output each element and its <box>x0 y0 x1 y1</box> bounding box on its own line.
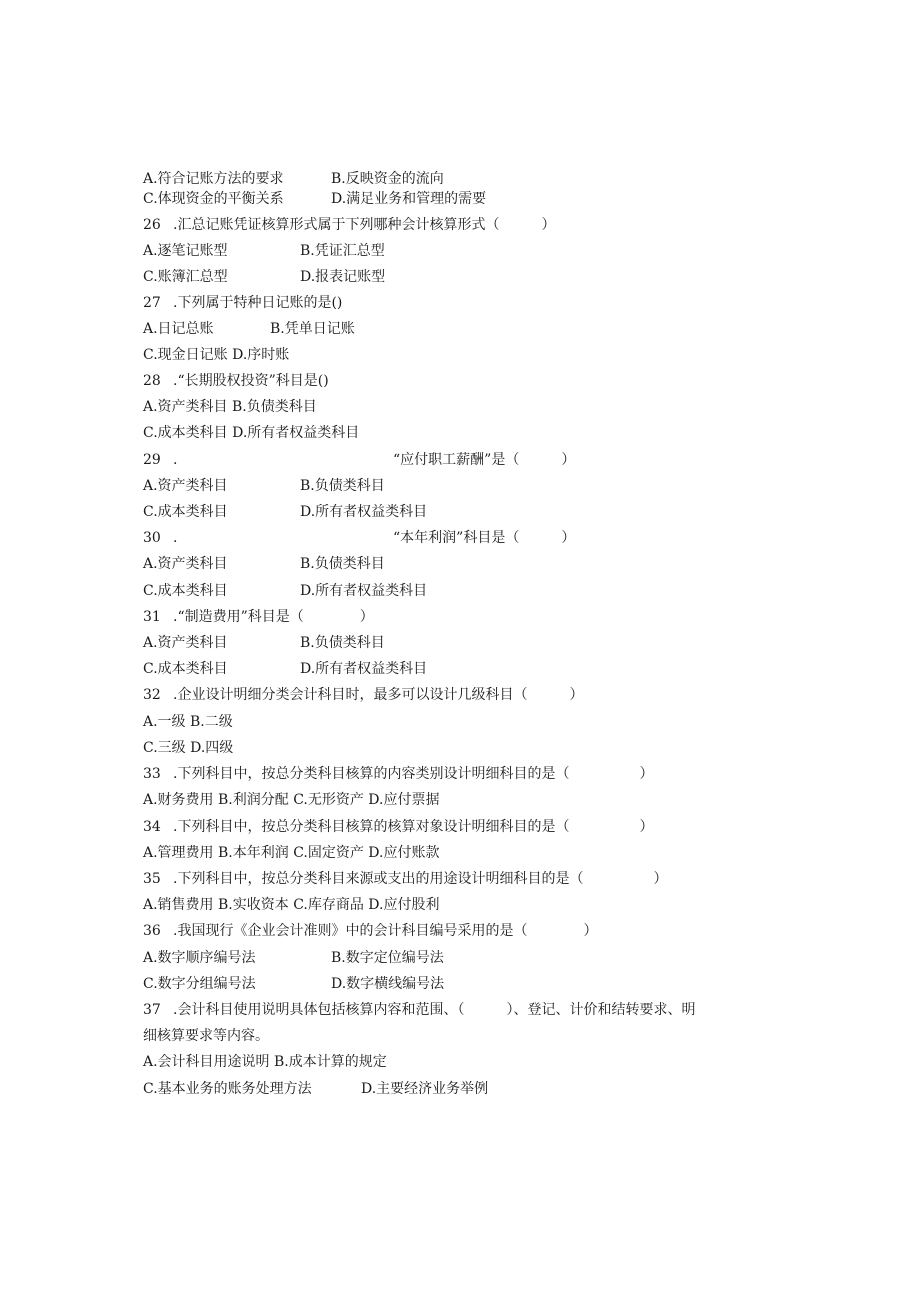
option-line <box>143 320 355 338</box>
question-text: .会计科目使用说明具体包括核算内容和范围、（ ）、登记、计价和结转要求、明 <box>173 1002 696 1018</box>
question-32 <box>143 686 583 704</box>
option-line <box>143 424 359 442</box>
option-cd: C.现金日记账 D.序时账 <box>143 347 290 363</box>
option-d: D.数字横线编号法 <box>331 976 445 992</box>
question-text: .下列科目中，按总分类科目来源或支出的用途设计明细科目的是（ ） <box>173 871 668 887</box>
option-d: D.满足业务和管理的需要 <box>331 191 487 207</box>
option-c: C.成本类科目 <box>143 661 228 677</box>
option-a: A.符合记账方法的要求 <box>143 171 284 187</box>
question-text: . <box>173 452 178 468</box>
question-number: 35 <box>143 871 161 887</box>
option-c: C.成本类科目 <box>143 583 228 599</box>
question-31 <box>143 608 374 626</box>
option-line <box>143 975 445 993</box>
option-cd: C.成本类科目 D.所有者权益类科目 <box>143 425 360 441</box>
question-text: . <box>173 530 178 546</box>
question-number: 34 <box>143 819 161 835</box>
question-text: .下列科目中，按总分类科目核算的核算对象设计明细科目的是（ ） <box>173 819 654 835</box>
option-c: C.账簿汇总型 <box>143 269 228 285</box>
option-d: D.所有者权益类科目 <box>300 661 428 677</box>
option-c: C.成本类科目 <box>143 504 228 520</box>
question-text: .汇总记账凭证核算形式属于下列哪种会计核算形式（ ） <box>173 217 556 233</box>
question-27 <box>143 294 342 312</box>
question-28 <box>143 372 329 390</box>
option-c: C.基本业务的账务处理方法 <box>143 1081 312 1097</box>
option-d: D.报表记账型 <box>300 269 386 285</box>
question-34 <box>143 818 653 836</box>
question-text: .我国现行《企业会计准则》中的会计科目编号采用的是（ ） <box>173 923 598 939</box>
option-b: B.凭证汇总型 <box>300 243 385 259</box>
option-a: A.逐笔记账型 <box>143 243 228 259</box>
question-number: 33 <box>143 766 161 782</box>
question-text: .“制造费用”科目是（ ） <box>173 609 374 625</box>
option-a: A.日记总账 <box>143 321 214 337</box>
question-35 <box>143 870 667 888</box>
option-line <box>143 268 386 286</box>
option-c: C.数字分组编号法 <box>143 976 256 992</box>
options-abcd: A.管理费用 B.本年利润 C.固定资产 D.应付账款 <box>143 845 440 861</box>
option-line <box>143 190 487 208</box>
option-d: D.所有者权益类科目 <box>300 583 428 599</box>
question-33 <box>143 765 653 783</box>
option-a: A.资产类科目 <box>143 556 228 572</box>
option-b: B.凭单日记账 <box>270 321 355 337</box>
option-line <box>143 844 440 862</box>
option-line <box>143 660 428 678</box>
option-ab: A.会计科目用途说明 B.成本计算的规定 <box>143 1054 387 1070</box>
option-a: A.资产类科目 <box>143 478 228 494</box>
question-30 <box>143 529 576 547</box>
option-line <box>143 477 385 495</box>
option-line <box>143 398 317 416</box>
question-number: 37 <box>143 1002 161 1018</box>
option-line <box>143 1053 387 1071</box>
question-text-tail: “应付职工薪酬”是（ ） <box>393 452 576 468</box>
option-cd: C.三级 D.四级 <box>143 740 234 756</box>
option-line <box>143 739 233 757</box>
question-text: .下列属于特种日记账的是() <box>173 295 343 311</box>
option-a: A.资产类科目 <box>143 635 228 651</box>
question-number: 28 <box>143 373 161 389</box>
option-b: B.负债类科目 <box>300 478 385 494</box>
option-line <box>143 503 428 521</box>
question-number: 29 <box>143 452 161 468</box>
option-line <box>143 582 428 600</box>
option-line <box>143 346 289 364</box>
options-abcd: A.销售费用 B.实收资本 C.库存商品 D.应付股利 <box>143 897 440 913</box>
option-c: C.体现资金的平衡关系 <box>143 191 284 207</box>
question-text-continued: 细核算要求等内容。 <box>143 1028 269 1044</box>
question-continuation <box>143 1027 269 1045</box>
option-line <box>143 713 233 731</box>
option-line <box>143 896 440 914</box>
option-b: B.负债类科目 <box>300 556 385 572</box>
option-b: B.负债类科目 <box>300 635 385 651</box>
option-b: B.反映资金的流向 <box>331 171 444 187</box>
options-abcd: A.财务费用 B.利润分配 C.无形资产 D.应付票据 <box>143 792 440 808</box>
question-text: .企业设计明细分类会计科目时，最多可以设计几级科目（ ） <box>173 687 584 703</box>
option-line <box>143 1080 489 1098</box>
question-number: 32 <box>143 687 161 703</box>
question-text-tail: “本年利润”科目是（ ） <box>393 530 576 546</box>
question-number: 36 <box>143 923 161 939</box>
question-number: 30 <box>143 530 161 546</box>
option-line <box>143 791 440 809</box>
question-26 <box>143 216 555 234</box>
option-ab: A.一级 B.二级 <box>143 714 233 730</box>
question-37 <box>143 1001 695 1019</box>
option-line <box>143 555 385 573</box>
option-d: D.所有者权益类科目 <box>300 504 428 520</box>
question-number: 31 <box>143 609 161 625</box>
option-ab: A.资产类科目 B.负债类科目 <box>143 399 317 415</box>
question-number: 26 <box>143 217 161 233</box>
option-line <box>143 170 444 188</box>
question-29 <box>143 451 576 469</box>
question-text: .“长期股权投资”科目是() <box>173 373 329 389</box>
option-b: B.数字定位编号法 <box>331 950 444 966</box>
option-line <box>143 634 385 652</box>
option-line <box>143 949 444 967</box>
question-text: .下列科目中，按总分类科目核算的内容类别设计明细科目的是（ ） <box>173 766 654 782</box>
option-a: A.数字顺序编号法 <box>143 950 256 966</box>
option-d: D.主要经济业务举例 <box>361 1081 489 1097</box>
question-number: 27 <box>143 295 161 311</box>
question-36 <box>143 922 597 940</box>
option-line <box>143 242 385 260</box>
